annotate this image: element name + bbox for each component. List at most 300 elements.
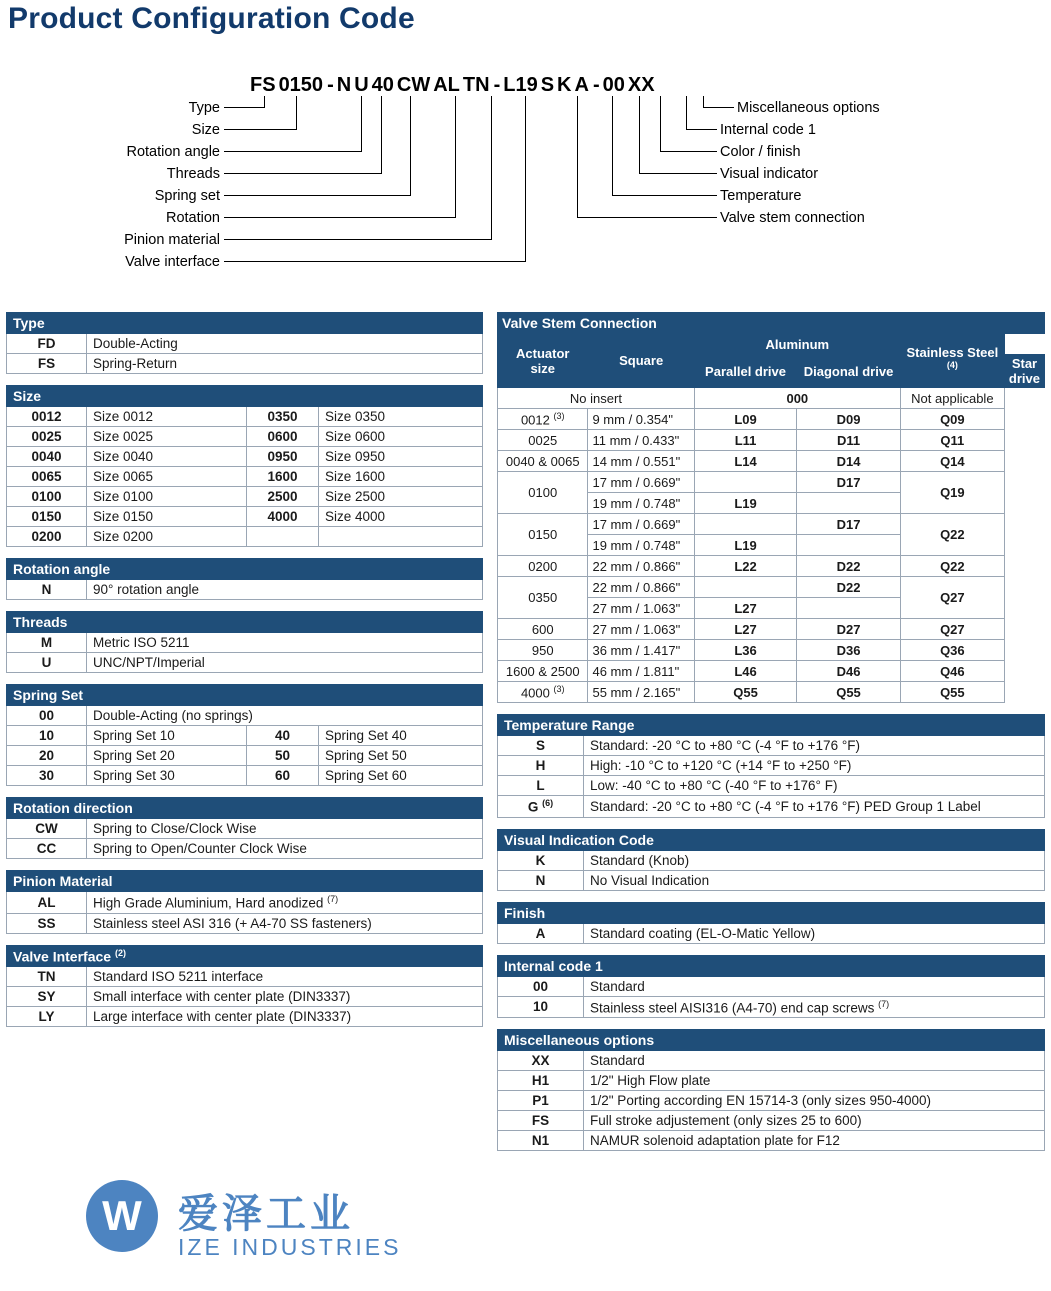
table-row	[498, 796, 1045, 818]
table-row	[498, 976, 1045, 996]
vsc-square-1: 11 mm / 0.433"	[588, 430, 694, 451]
table-row	[7, 987, 483, 1007]
vsc-star-2: Q14	[900, 451, 1004, 472]
watermark-english-text: IZE INDUSTRIES	[178, 1234, 402, 1260]
leader-line-misc-options	[703, 107, 734, 108]
leader-tick-visual-indicator	[639, 96, 640, 174]
size-desc-b6	[319, 527, 483, 547]
code-part-misc-options: XX	[627, 74, 655, 96]
vsc-size-footnote-13: (3)	[553, 683, 565, 694]
leader-line-threads	[224, 173, 381, 174]
spring-set-desc-b1: Spring Set 40	[319, 726, 483, 746]
vsc-square-4: 19 mm / 0.748"	[588, 493, 694, 514]
spring-set-desc-b3: Spring Set 60	[319, 766, 483, 786]
spring-set-code-b1: 40	[247, 726, 319, 746]
valve-interface-code-2: LY	[7, 1007, 87, 1027]
vsc-size-8: 0350	[498, 577, 588, 619]
internal-code-desc-0: Standard	[584, 976, 1045, 996]
internal-code-footnote-1: (7)	[878, 998, 890, 1009]
vsc-size-7: 0200	[498, 556, 588, 577]
table-finish-header: Finish	[498, 902, 1045, 923]
misc-code-1: H1	[498, 1071, 584, 1091]
pinion-material-desc-1: Stainless steel ASI 316 (+ A4-70 SS fasteners)	[87, 913, 483, 933]
size-code-b4: 2500	[247, 487, 319, 507]
code-part-spring-set: 40	[371, 74, 394, 96]
table-row	[7, 507, 483, 527]
code-part-color-finish: A	[574, 74, 589, 96]
leader-label-valve-stem-connection: Valve stem connection	[720, 210, 865, 226]
vsc-star-12: Q46	[900, 661, 1004, 682]
size-code-3: 0065	[7, 467, 87, 487]
valve-interface-desc-0: Standard ISO 5211 interface	[87, 967, 483, 987]
size-code-2: 0040	[7, 447, 87, 467]
spring-set-code-3: 30	[7, 766, 87, 786]
code-part-rotation: CW	[396, 74, 431, 96]
table-visual-indication	[497, 829, 1045, 891]
table-row	[7, 580, 483, 600]
table-row	[7, 527, 483, 547]
size-desc-2: Size 0040	[87, 447, 247, 467]
temperature-desc-2: Low: -40 °C to +80 °C (-40 °F to +176° F)	[584, 776, 1045, 796]
table-row	[7, 839, 483, 859]
leader-line-rotation-angle	[224, 151, 361, 152]
internal-code-code-1: 10	[498, 996, 584, 1018]
vsc-size-5: 0150	[498, 514, 588, 556]
temperature-desc-0: Standard: -20 °C to +80 °C (-4 °F to +176 °F)	[584, 736, 1045, 756]
table-misc-options-header: Miscellaneous options	[498, 1030, 1045, 1051]
code-part-internal-code: 00	[602, 74, 625, 96]
vsc-square-5: 17 mm / 0.669"	[588, 514, 694, 535]
vsc-diagonal-4	[797, 493, 901, 514]
table-row	[7, 766, 483, 786]
spring-set-desc-2: Spring Set 20	[87, 746, 247, 766]
col-aluminum: Aluminum	[694, 334, 900, 355]
vsc-size-2: 0040 & 0065	[498, 451, 588, 472]
size-code-6: 0200	[7, 527, 87, 547]
size-desc-b0: Size 0350	[319, 407, 483, 427]
vsc-parallel-2: L14	[694, 451, 796, 472]
leader-label-spring-set: Spring set	[154, 188, 220, 204]
vsc-diagonal-5: D17	[797, 514, 901, 535]
table-spring-set	[6, 684, 483, 786]
leader-tick-size	[296, 96, 297, 130]
leader-tick-rotation-angle	[361, 96, 362, 152]
vsc-size-0	[498, 409, 588, 430]
rotation-direction-code-0: CW	[7, 819, 87, 839]
table-row	[498, 756, 1045, 776]
configuration-code-string	[250, 74, 658, 97]
table-row	[498, 1111, 1045, 1131]
table-row	[498, 619, 1045, 640]
vsc-star-7: Q22	[900, 556, 1004, 577]
leader-tick-color-finish	[660, 96, 661, 152]
spring-set-code-2: 20	[7, 746, 87, 766]
table-row	[498, 577, 1045, 598]
misc-code-4: N1	[498, 1131, 584, 1151]
table-row	[7, 726, 483, 746]
leader-tick-spring-set	[410, 96, 411, 196]
col-diagonal-drive: Diagonal drive	[797, 355, 901, 388]
vsc-square-8: 22 mm / 0.866"	[588, 577, 694, 598]
table-row	[498, 556, 1045, 577]
misc-code-0: XX	[498, 1051, 584, 1071]
leader-line-valve-interface	[224, 261, 525, 262]
valve-interface-desc-2: Large interface with center plate (DIN3337)	[87, 1007, 483, 1027]
temperature-code-footnote-3: (6)	[542, 798, 554, 808]
threads-desc-1: UNC/NPT/Imperial	[87, 653, 483, 673]
vsc-parallel-8	[694, 577, 796, 598]
type-desc-0: Double-Acting	[87, 334, 483, 354]
leader-tick-misc-options	[703, 96, 704, 108]
vsc-square-11: 36 mm / 1.417"	[588, 640, 694, 661]
size-code-b6	[247, 527, 319, 547]
temperature-code-text-3: G	[527, 799, 543, 815]
table-row	[498, 640, 1045, 661]
table-row	[498, 661, 1045, 682]
temperature-desc-1: High: -10 °C to +120 °C (+14 °F to +250 °F)	[584, 756, 1045, 776]
code-part-threads: U	[354, 74, 369, 96]
valve-interface-desc-1: Small interface with center plate (DIN3337)	[87, 987, 483, 1007]
col-stainless-text: Stainless Steel	[906, 344, 999, 360]
size-code-b1: 0600	[247, 427, 319, 447]
visual-indication-code-1: N	[498, 870, 584, 890]
vsc-square-0: 9 mm / 0.354"	[588, 409, 694, 430]
col-actuator-size: Actuator size	[498, 334, 588, 388]
col-parallel-drive: Parallel drive	[694, 355, 796, 388]
vsc-square-2: 14 mm / 0.551"	[588, 451, 694, 472]
table-row	[7, 706, 483, 726]
misc-code-2: P1	[498, 1091, 584, 1111]
size-code-b5: 4000	[247, 507, 319, 527]
table-row	[498, 472, 1045, 493]
leader-line-rotation	[224, 217, 455, 218]
vsc-size-12: 1600 & 2500	[498, 661, 588, 682]
code-sep-2: -	[493, 74, 501, 96]
vsc-size-1: 0025	[498, 430, 588, 451]
table-rotation-direction-header: Rotation direction	[7, 798, 483, 819]
temperature-code-2: L	[498, 776, 584, 796]
vsc-star-5: Q22	[900, 514, 1004, 556]
vsc-diagonal-8: D22	[797, 577, 901, 598]
watermark-logo-icon	[86, 1180, 158, 1252]
table-row	[7, 967, 483, 987]
misc-desc-3: Full stroke adjustement (only sizes 25 to 600)	[584, 1111, 1045, 1131]
size-desc-5: Size 0150	[87, 507, 247, 527]
vsc-parallel-4: L19	[694, 493, 796, 514]
leader-label-color-finish: Color / finish	[720, 144, 801, 160]
leader-line-size	[224, 129, 296, 130]
vsc-star-10: Q27	[900, 619, 1004, 640]
threads-desc-0: Metric ISO 5211	[87, 633, 483, 653]
table-row	[7, 892, 483, 914]
leader-tick-rotation	[455, 96, 456, 218]
table-row	[7, 746, 483, 766]
table-valve-interface	[6, 945, 483, 1028]
vsc-square-10: 27 mm / 1.063"	[588, 619, 694, 640]
vsc-parallel-9: L27	[694, 598, 796, 619]
valve-interface-code-1: SY	[7, 987, 87, 1007]
vsc-diagonal-11: D36	[797, 640, 901, 661]
size-desc-3: Size 0065	[87, 467, 247, 487]
pinion-material-code-0: AL	[7, 892, 87, 914]
vsc-diagonal-7: D22	[797, 556, 901, 577]
vsc-no-insert-value: 000	[694, 388, 900, 409]
vsc-no-insert-label: No insert	[498, 388, 695, 409]
vsc-parallel-12: L46	[694, 661, 796, 682]
size-code-b0: 0350	[247, 407, 319, 427]
table-row	[498, 1071, 1045, 1091]
table-valve-stem-connection-header: Valve Stem Connection	[498, 313, 1045, 334]
leader-line-type	[224, 107, 264, 108]
temperature-code-0: S	[498, 736, 584, 756]
table-temperature-range-header: Temperature Range	[498, 715, 1045, 736]
code-sep-1: -	[327, 74, 334, 96]
table-row	[7, 334, 483, 354]
misc-desc-4: NAMUR solenoid adaptation plate for F12	[584, 1131, 1045, 1151]
table-rotation-angle	[6, 558, 483, 600]
table-internal-code-header: Internal code 1	[498, 955, 1045, 976]
table-row	[498, 1091, 1045, 1111]
valve-interface-code-0: TN	[7, 967, 87, 987]
size-code-0: 0012	[7, 407, 87, 427]
table-valve-stem-connection	[497, 312, 1045, 703]
visual-indication-desc-0: Standard (Knob)	[584, 850, 1045, 870]
vsc-diagonal-2: D14	[797, 451, 901, 472]
vsc-diagonal-13: Q55	[797, 682, 901, 703]
internal-code-desc-1	[584, 996, 1045, 1018]
size-desc-0: Size 0012	[87, 407, 247, 427]
temperature-code-1: H	[498, 756, 584, 776]
temperature-desc-3: Standard: -20 °C to +80 °C (-4 °F to +176 °F) PED Group 1 Label	[584, 796, 1045, 818]
vsc-parallel-11: L36	[694, 640, 796, 661]
code-part-type: FS	[250, 74, 276, 96]
table-temperature-range	[497, 714, 1045, 818]
misc-desc-2: 1/2" Porting according EN 15714-3 (only sizes 950-4000)	[584, 1091, 1045, 1111]
col-star-drive: Star drive	[1004, 355, 1044, 388]
vsc-size-text-13: 4000	[520, 685, 554, 701]
vsc-parallel-0: L09	[694, 409, 796, 430]
size-code-5: 0150	[7, 507, 87, 527]
table-misc-options	[497, 1029, 1045, 1151]
leader-label-rotation-angle: Rotation angle	[126, 144, 220, 160]
visual-indication-code-0: K	[498, 850, 584, 870]
table-row	[7, 633, 483, 653]
internal-code-desc-text-1: Stainless steel AISI316 (A4-70) end cap screws	[590, 1000, 879, 1015]
leader-line-spring-set	[224, 195, 410, 196]
leader-label-size: Size	[191, 122, 220, 138]
rotation-direction-desc-0: Spring to Close/Clock Wise	[87, 819, 483, 839]
leader-line-internal-code	[686, 129, 717, 130]
table-row	[498, 996, 1045, 1018]
table-row	[498, 514, 1045, 535]
spring-set-code-b2: 50	[247, 746, 319, 766]
vsc-diagonal-0: D09	[797, 409, 901, 430]
table-header-row	[498, 334, 1045, 355]
table-rotation-angle-header: Rotation angle	[7, 559, 483, 580]
table-row	[7, 467, 483, 487]
spring-set-code-1: 10	[7, 726, 87, 746]
leader-label-internal-code: Internal code 1	[720, 122, 816, 138]
vsc-diagonal-3: D17	[797, 472, 901, 493]
watermark	[86, 1178, 506, 1278]
code-part-rotation-angle: N	[336, 74, 352, 96]
col-square: Square	[588, 334, 694, 388]
table-rotation-direction	[6, 797, 483, 859]
vsc-parallel-1: L11	[694, 430, 796, 451]
type-code-1: FS	[7, 354, 87, 374]
spring-set-desc-3: Spring Set 30	[87, 766, 247, 786]
table-row	[498, 451, 1045, 472]
leader-line-visual-indicator	[639, 173, 717, 174]
table-row	[7, 354, 483, 374]
vsc-star-3: Q19	[900, 472, 1004, 514]
leader-label-threads: Threads	[166, 166, 220, 182]
vsc-parallel-10: L27	[694, 619, 796, 640]
rotation-angle-desc-0: 90° rotation angle	[87, 580, 483, 600]
size-desc-b2: Size 0950	[319, 447, 483, 467]
valve-interface-header-footnote: (2)	[114, 947, 126, 958]
threads-code-0: M	[7, 633, 87, 653]
table-row	[7, 819, 483, 839]
leader-tick-valve-stem-connection	[577, 96, 578, 218]
table-internal-code	[497, 955, 1045, 1019]
left-column	[6, 312, 483, 1038]
rotation-angle-code-0: N	[7, 580, 87, 600]
table-threads-header: Threads	[7, 612, 483, 633]
code-part-valve-stem-connection: L19	[503, 74, 538, 96]
vsc-diagonal-6	[797, 535, 901, 556]
vsc-size-13	[498, 682, 588, 703]
table-spring-set-header: Spring Set	[7, 685, 483, 706]
table-valve-interface-header	[7, 945, 483, 967]
table-row	[498, 736, 1045, 756]
pinion-material-desc-0	[87, 892, 483, 914]
spring-set-code-0: 00	[7, 706, 87, 726]
table-row	[498, 430, 1045, 451]
vsc-diagonal-12: D46	[797, 661, 901, 682]
page-title: Product Configuration Code	[8, 2, 415, 35]
vsc-size-11: 950	[498, 640, 588, 661]
table-pinion-material-header: Pinion Material	[7, 871, 483, 892]
vsc-star-8: Q27	[900, 577, 1004, 619]
table-row	[498, 1131, 1045, 1151]
spring-set-desc-0: Double-Acting (no springs)	[87, 706, 483, 726]
leader-tick-threads	[381, 96, 382, 174]
vsc-star-1: Q11	[900, 430, 1004, 451]
valve-interface-header-text: Valve Interface	[13, 948, 115, 965]
size-desc-b4: Size 2500	[319, 487, 483, 507]
leader-tick-type	[264, 96, 265, 108]
pinion-material-desc-text-0: High Grade Aluminium, Hard anodized	[93, 895, 328, 911]
size-desc-b5: Size 4000	[319, 507, 483, 527]
size-desc-b1: Size 0600	[319, 427, 483, 447]
spring-set-desc-1: Spring Set 10	[87, 726, 247, 746]
vsc-star-13: Q55	[900, 682, 1004, 703]
table-pinion-material	[6, 870, 483, 934]
vsc-parallel-6: L19	[694, 535, 796, 556]
vsc-parallel-3	[694, 472, 796, 493]
size-code-b2: 0950	[247, 447, 319, 467]
table-row	[498, 388, 1045, 409]
size-desc-6: Size 0200	[87, 527, 247, 547]
table-row	[7, 487, 483, 507]
size-code-b3: 1600	[247, 467, 319, 487]
visual-indication-desc-1: No Visual Indication	[584, 870, 1045, 890]
size-code-4: 0100	[7, 487, 87, 507]
code-part-size: 0150	[278, 74, 324, 96]
col-stainless-footnote: (4)	[946, 359, 958, 370]
vsc-square-9: 27 mm / 1.063"	[588, 598, 694, 619]
vsc-parallel-13: Q55	[694, 682, 796, 703]
finish-desc-0: Standard coating (EL-O-Matic Yellow)	[584, 923, 1045, 943]
vsc-size-text-0: 0012	[520, 412, 554, 428]
table-row	[7, 653, 483, 673]
leader-label-type: Type	[188, 100, 220, 116]
configuration-code-diagram	[0, 66, 1051, 296]
leader-label-visual-indicator: Visual indicator	[720, 166, 819, 182]
code-part-temperature: S	[540, 74, 555, 96]
table-row	[498, 1051, 1045, 1071]
threads-code-1: U	[7, 653, 87, 673]
table-threads	[6, 611, 483, 673]
vsc-size-10: 600	[498, 619, 588, 640]
table-row	[498, 870, 1045, 890]
vsc-size-3: 0100	[498, 472, 588, 514]
table-row	[7, 427, 483, 447]
table-row	[7, 447, 483, 467]
table-row	[7, 407, 483, 427]
misc-code-3: FS	[498, 1111, 584, 1131]
table-row	[498, 923, 1045, 943]
rotation-direction-desc-1: Spring to Open/Counter Clock Wise	[87, 839, 483, 859]
leader-tick-internal-code	[686, 96, 687, 130]
leader-label-misc-options: Miscellaneous options	[737, 100, 880, 116]
col-stainless-steel	[900, 334, 1004, 388]
leader-label-pinion-material: Pinion material	[124, 232, 220, 248]
code-sep-3: -	[592, 74, 600, 96]
internal-code-code-0: 00	[498, 976, 584, 996]
table-visual-indication-header: Visual Indication Code	[498, 829, 1045, 850]
vsc-diagonal-1: D11	[797, 430, 901, 451]
leader-label-temperature: Temperature	[720, 188, 802, 204]
table-type-header: Type	[7, 313, 483, 334]
vsc-square-12: 46 mm / 1.811"	[588, 661, 694, 682]
table-row	[498, 409, 1045, 430]
leader-tick-valve-interface	[525, 96, 526, 262]
vsc-square-6: 19 mm / 0.748"	[588, 535, 694, 556]
leader-line-temperature	[612, 195, 717, 196]
leader-tick-pinion-material	[491, 96, 492, 240]
spring-set-desc-b2: Spring Set 50	[319, 746, 483, 766]
finish-code-0: A	[498, 923, 584, 943]
size-desc-4: Size 0100	[87, 487, 247, 507]
table-type	[6, 312, 483, 374]
vsc-size-footnote-0: (3)	[553, 410, 565, 421]
misc-desc-1: 1/2" High Flow plate	[584, 1071, 1045, 1091]
table-row	[498, 682, 1045, 703]
code-part-pinion-material: AL	[433, 74, 460, 96]
watermark-chinese-text: 爱泽工业	[178, 1192, 354, 1236]
right-column	[497, 312, 1045, 1162]
pinion-material-code-1: SS	[7, 913, 87, 933]
type-code-0: FD	[7, 334, 87, 354]
leader-label-rotation: Rotation	[165, 210, 220, 226]
table-finish	[497, 902, 1045, 944]
misc-desc-0: Standard	[584, 1051, 1045, 1071]
vsc-parallel-5	[694, 514, 796, 535]
code-part-visual-indicator: K	[557, 74, 572, 96]
temperature-code-3	[498, 796, 584, 818]
